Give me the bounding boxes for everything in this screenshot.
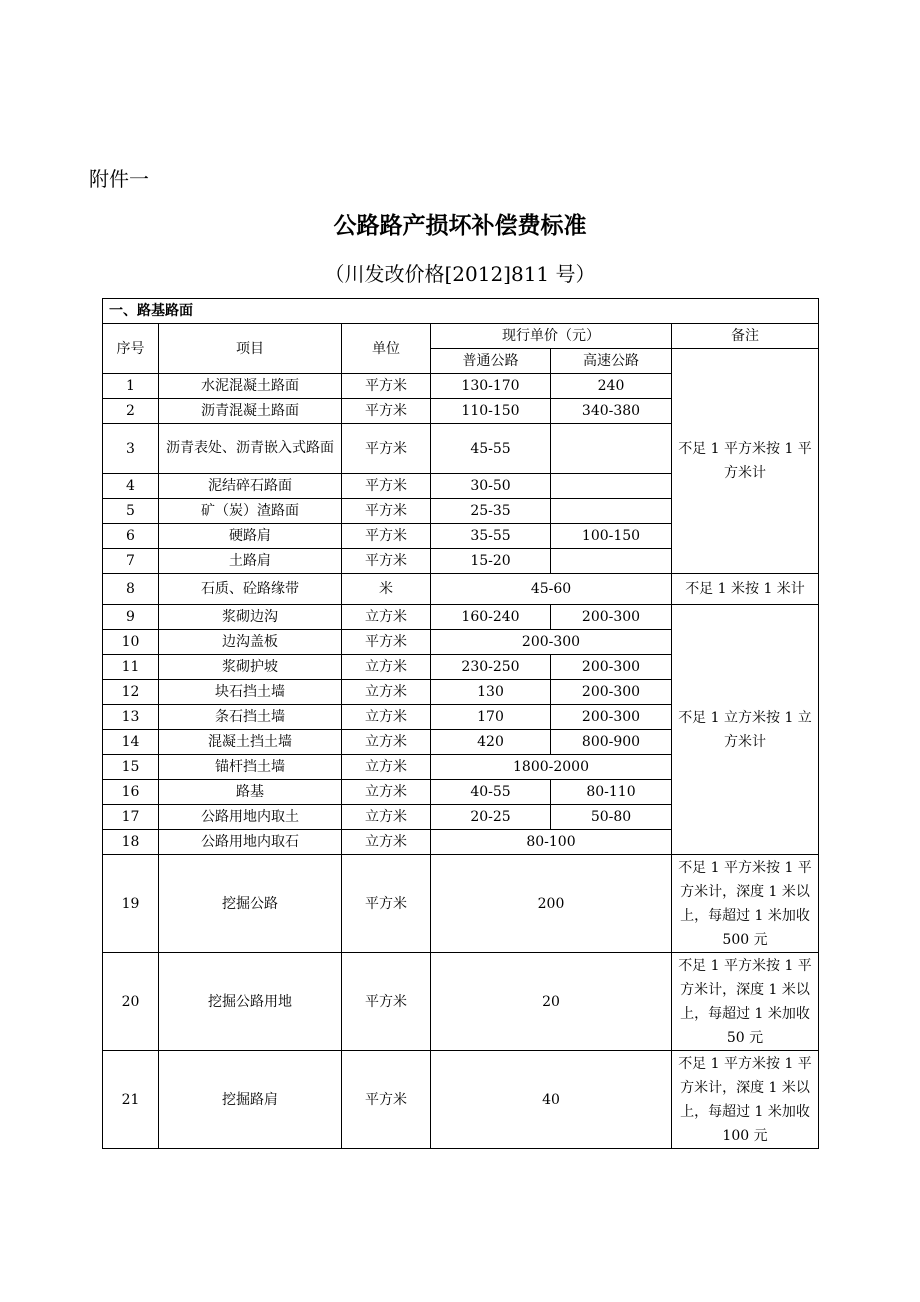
section-row bbox=[103, 299, 819, 324]
seq-cell: 2 bbox=[103, 399, 159, 424]
header-highway: 高速公路 bbox=[551, 349, 672, 374]
seq-cell: 19 bbox=[103, 855, 159, 953]
unit-cell: 平方米 bbox=[342, 630, 431, 655]
item-cell: 水泥混凝土路面 bbox=[159, 374, 342, 399]
ordinary-price-cell: 20-25 bbox=[431, 805, 551, 830]
annex-label: 附件一 bbox=[89, 167, 149, 191]
unit-cell: 平方米 bbox=[342, 499, 431, 524]
compensation-table bbox=[102, 298, 819, 1149]
item-cell: 泥结碎石路面 bbox=[159, 474, 342, 499]
section-heading: 一、路基路面 bbox=[103, 299, 819, 324]
table-row bbox=[103, 855, 819, 953]
highway-price-cell: 80-110 bbox=[551, 780, 672, 805]
seq-cell: 20 bbox=[103, 953, 159, 1051]
price-cell: 200-300 bbox=[431, 630, 672, 655]
highway-price-cell: 50-80 bbox=[551, 805, 672, 830]
ordinary-price-cell: 35-55 bbox=[431, 524, 551, 549]
highway-price-cell bbox=[551, 499, 672, 524]
seq-cell: 8 bbox=[103, 574, 159, 605]
remark-cell: 不足 1 米按 1 米计 bbox=[672, 574, 819, 605]
item-cell: 公路用地内取土 bbox=[159, 805, 342, 830]
item-cell: 公路用地内取石 bbox=[159, 830, 342, 855]
seq-cell: 1 bbox=[103, 374, 159, 399]
ordinary-price-cell: 25-35 bbox=[431, 499, 551, 524]
seq-cell: 10 bbox=[103, 630, 159, 655]
unit-cell: 立方米 bbox=[342, 605, 431, 630]
item-cell: 浆砌护坡 bbox=[159, 655, 342, 680]
unit-cell: 平方米 bbox=[342, 1051, 431, 1149]
header-remark: 备注 bbox=[672, 324, 819, 349]
item-cell: 沥青混凝土路面 bbox=[159, 399, 342, 424]
seq-cell: 21 bbox=[103, 1051, 159, 1149]
unit-cell: 平方米 bbox=[342, 524, 431, 549]
table-row bbox=[103, 574, 819, 605]
seq-cell: 7 bbox=[103, 549, 159, 574]
header-ordinary: 普通公路 bbox=[431, 349, 551, 374]
seq-cell: 5 bbox=[103, 499, 159, 524]
item-cell: 矿（炭）渣路面 bbox=[159, 499, 342, 524]
header-row bbox=[103, 324, 819, 349]
unit-cell: 平方米 bbox=[342, 399, 431, 424]
item-cell: 挖掘公路用地 bbox=[159, 953, 342, 1051]
price-cell: 80-100 bbox=[431, 830, 672, 855]
highway-price-cell: 200-300 bbox=[551, 680, 672, 705]
item-cell: 条石挡土墙 bbox=[159, 705, 342, 730]
remark-cell: 不足 1 立方米按 1 立方米计 bbox=[672, 605, 819, 855]
item-cell: 边沟盖板 bbox=[159, 630, 342, 655]
unit-cell: 米 bbox=[342, 574, 431, 605]
remark-cell: 不足 1 平方米按 1 平方米计，深度 1 米以上，每超过 1 米加收 500 元 bbox=[672, 855, 819, 953]
price-cell: 200 bbox=[431, 855, 672, 953]
unit-cell: 平方米 bbox=[342, 374, 431, 399]
price-cell: 45-60 bbox=[431, 574, 672, 605]
seq-cell: 9 bbox=[103, 605, 159, 630]
ordinary-price-cell: 30-50 bbox=[431, 474, 551, 499]
item-cell: 锚杆挡土墙 bbox=[159, 755, 342, 780]
unit-cell: 立方米 bbox=[342, 780, 431, 805]
seq-cell: 6 bbox=[103, 524, 159, 549]
seq-cell: 13 bbox=[103, 705, 159, 730]
remark-cell: 不足 1 平方米按 1 平方米计，深度 1 米以上，每超过 1 米加收 50 元 bbox=[672, 953, 819, 1051]
item-cell: 混凝土挡土墙 bbox=[159, 730, 342, 755]
header-price: 现行单价（元） bbox=[431, 324, 672, 349]
ordinary-price-cell: 110-150 bbox=[431, 399, 551, 424]
seq-cell: 15 bbox=[103, 755, 159, 780]
highway-price-cell: 800-900 bbox=[551, 730, 672, 755]
table-row bbox=[103, 953, 819, 1051]
ordinary-price-cell: 130-170 bbox=[431, 374, 551, 399]
unit-cell: 平方米 bbox=[342, 549, 431, 574]
table-row bbox=[103, 1051, 819, 1149]
item-cell: 土路肩 bbox=[159, 549, 342, 574]
highway-price-cell bbox=[551, 474, 672, 499]
table-row bbox=[103, 605, 819, 630]
highway-price-cell: 200-300 bbox=[551, 655, 672, 680]
unit-cell: 立方米 bbox=[342, 655, 431, 680]
ordinary-price-cell: 130 bbox=[431, 680, 551, 705]
item-cell: 硬路肩 bbox=[159, 524, 342, 549]
ordinary-price-cell: 45-55 bbox=[431, 424, 551, 474]
price-cell: 20 bbox=[431, 953, 672, 1051]
highway-price-cell: 100-150 bbox=[551, 524, 672, 549]
unit-cell: 立方米 bbox=[342, 705, 431, 730]
unit-cell: 立方米 bbox=[342, 730, 431, 755]
header-unit: 单位 bbox=[342, 324, 431, 374]
highway-price-cell: 240 bbox=[551, 374, 672, 399]
unit-cell: 立方米 bbox=[342, 805, 431, 830]
ordinary-price-cell: 230-250 bbox=[431, 655, 551, 680]
item-cell: 挖掘路肩 bbox=[159, 1051, 342, 1149]
seq-cell: 12 bbox=[103, 680, 159, 705]
ordinary-price-cell: 420 bbox=[431, 730, 551, 755]
item-cell: 石质、砼路缘带 bbox=[159, 574, 342, 605]
header-item: 项目 bbox=[159, 324, 342, 374]
item-cell: 块石挡土墙 bbox=[159, 680, 342, 705]
unit-cell: 立方米 bbox=[342, 830, 431, 855]
item-cell: 浆砌边沟 bbox=[159, 605, 342, 630]
ordinary-price-cell: 40-55 bbox=[431, 780, 551, 805]
header-seq: 序号 bbox=[103, 324, 159, 374]
seq-cell: 4 bbox=[103, 474, 159, 499]
ordinary-price-cell: 160-240 bbox=[431, 605, 551, 630]
seq-cell: 16 bbox=[103, 780, 159, 805]
seq-cell: 17 bbox=[103, 805, 159, 830]
unit-cell: 立方米 bbox=[342, 755, 431, 780]
unit-cell: 平方米 bbox=[342, 953, 431, 1051]
seq-cell: 14 bbox=[103, 730, 159, 755]
remark-cell: 不足 1 平方米按 1 平方米计，深度 1 米以上，每超过 1 米加收 100 元 bbox=[672, 1051, 819, 1149]
ordinary-price-cell: 15-20 bbox=[431, 549, 551, 574]
unit-cell: 平方米 bbox=[342, 424, 431, 474]
document-reference: （川发改价格[2012]811 号） bbox=[324, 262, 596, 286]
highway-price-cell: 200-300 bbox=[551, 605, 672, 630]
ordinary-price-cell: 170 bbox=[431, 705, 551, 730]
item-cell: 挖掘公路 bbox=[159, 855, 342, 953]
highway-price-cell: 200-300 bbox=[551, 705, 672, 730]
unit-cell: 立方米 bbox=[342, 680, 431, 705]
highway-price-cell bbox=[551, 549, 672, 574]
unit-cell: 平方米 bbox=[342, 474, 431, 499]
seq-cell: 18 bbox=[103, 830, 159, 855]
highway-price-cell: 340-380 bbox=[551, 399, 672, 424]
item-cell: 路基 bbox=[159, 780, 342, 805]
seq-cell: 3 bbox=[103, 424, 159, 474]
price-cell: 40 bbox=[431, 1051, 672, 1149]
highway-price-cell bbox=[551, 424, 672, 474]
seq-cell: 11 bbox=[103, 655, 159, 680]
item-cell: 沥青表处、沥青嵌入式路面 bbox=[159, 424, 342, 474]
price-cell: 1800-2000 bbox=[431, 755, 672, 780]
unit-cell: 平方米 bbox=[342, 855, 431, 953]
page-title: 公路路产损坏补偿费标准 bbox=[333, 213, 587, 239]
remark-cell: 不足 1 平方米按 1 平方米计 bbox=[672, 349, 819, 574]
